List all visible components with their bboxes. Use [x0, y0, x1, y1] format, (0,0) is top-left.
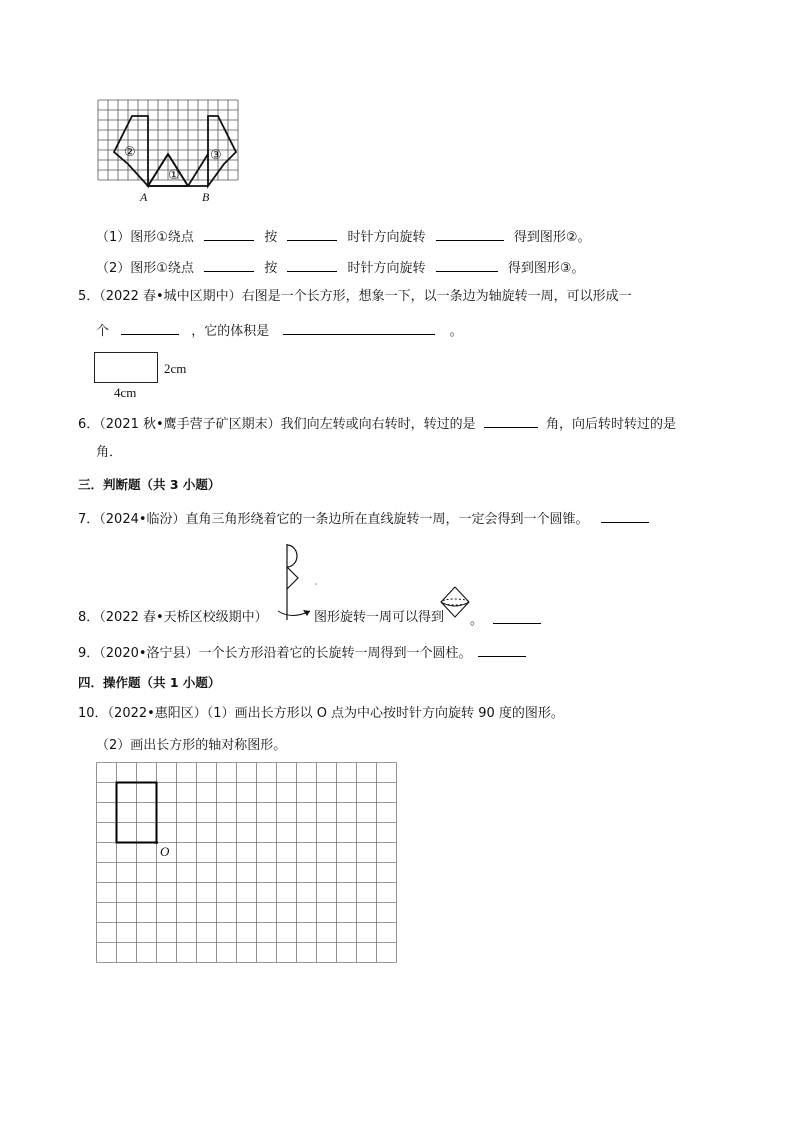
q4-line-2 [96, 257, 584, 278]
q4-blank-point-1[interactable] [204, 226, 254, 241]
q5-line-1: 5．（2022 春•城中区期中）右图是一个长方形，想象一下，以一条边为轴旋转一周，可以形成一 [78, 289, 632, 304]
q4-line-1 [96, 226, 590, 247]
q4-line2-prefix: （2）图形①绕点 [96, 261, 194, 276]
q8-semicircle [287, 545, 297, 567]
q4-blank-point-2[interactable] [204, 257, 254, 272]
figure-label-1: ① [168, 167, 180, 182]
figure-label-3: ③ [210, 147, 222, 162]
q5-rectangle [94, 352, 158, 383]
q4-line1-mid2: 时针方向旋转 [347, 230, 426, 245]
q4-blank-angle-2[interactable] [436, 257, 498, 272]
q8-prefix: 8．（2022 春•天桥区校级期中） [78, 610, 268, 625]
q10-line-2: （2）画出长方形的轴对称图形。 [96, 738, 287, 753]
q9-text: 9．（2020•洛宁县）一个长方形沿着它的长旋转一周得到一个圆柱。 [78, 646, 472, 661]
q4-line1-mid1: 按 [264, 230, 278, 245]
q10-drawing-grid[interactable] [96, 762, 406, 972]
q10-line-1: 10．（2022•惠阳区）（1）画出长方形以 O 点为中心按时针方向旋转 90 度的图形。 [78, 706, 564, 721]
point-b-label: B [202, 190, 210, 204]
q6-line-2: 角． [96, 445, 123, 460]
q7-text: 7．（2024•临汾）直角三角形绕着它的一条边所在直线旋转一周，一定会得到一个圆锥。 [78, 512, 589, 527]
q5-width-label: 4cm [114, 385, 137, 400]
q8-suffix: 。 [470, 613, 484, 628]
q7-answer-blank[interactable] [601, 508, 649, 523]
q5-blank-volume[interactable] [283, 320, 435, 335]
section-3-title: 三．判断题（共 3 小题） [78, 477, 221, 492]
q8-answer-blank[interactable] [493, 609, 541, 624]
q4-line2-mid1: 按 [264, 261, 278, 276]
q9-answer-blank[interactable] [478, 642, 526, 657]
q6-blank-1[interactable] [484, 413, 538, 428]
q5-height-label: 2cm [164, 361, 187, 376]
q4-line2-suffix: 得到图形③。 [507, 261, 585, 276]
q4-blank-direction-2[interactable] [287, 257, 337, 272]
point-a-label: A [140, 190, 148, 204]
q5-line2-suffix: 。 [449, 324, 463, 339]
q8-mid-text: 图形旋转一周可以得到 [314, 610, 445, 625]
q6-line1-prefix: 6．（2021 秋•鹰手营子矿区期末）我们向左转或向右转时，转过的是 [78, 417, 476, 432]
q5-line-2 [96, 320, 463, 341]
q8-cone-top [455, 587, 469, 602]
q4-line1-prefix: （1）图形①绕点 [96, 230, 194, 245]
q9-line [78, 642, 526, 663]
point-o-dot [155, 841, 158, 844]
q4-blank-angle-1[interactable] [436, 226, 504, 241]
q8-triangle [287, 567, 298, 589]
q4-blank-direction-1[interactable] [287, 226, 337, 241]
section-4-title: 四．操作题（共 1 小题） [78, 675, 221, 690]
q5-line2-prefix: 个 [96, 324, 110, 339]
q8-end [470, 609, 541, 630]
q5-blank-shape[interactable] [121, 320, 179, 335]
q6-line-1 [78, 413, 676, 434]
q4-line2-mid2: 时针方向旋转 [347, 261, 426, 276]
figure-label-2: ② [124, 144, 136, 159]
q6-line1-suffix: 角，向后转时转过的是 [545, 417, 676, 432]
q8-line [78, 609, 268, 627]
q4-line1-suffix: 得到图形②。 [513, 230, 591, 245]
q7-line [78, 508, 649, 529]
q5-line2-mid: ，它的体积是 [191, 324, 270, 339]
point-o-label: O [160, 844, 170, 859]
